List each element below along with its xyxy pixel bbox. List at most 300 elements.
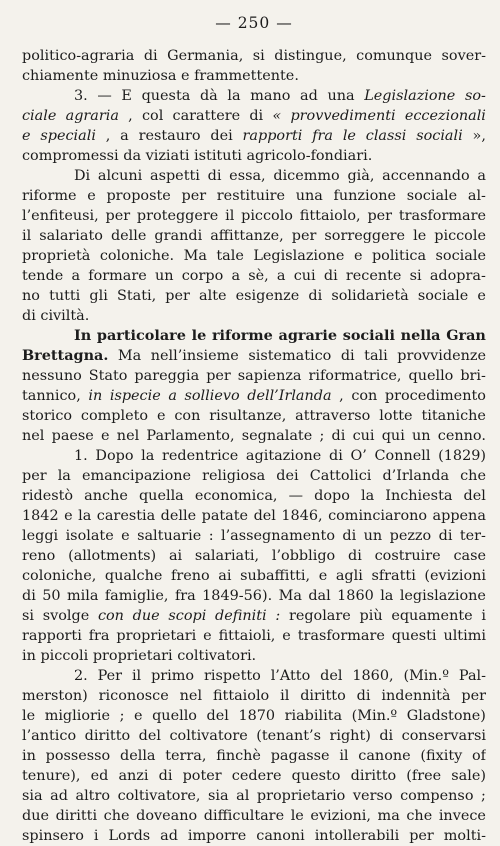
word: reno — [22, 548, 56, 564]
text-line — [22, 446, 486, 466]
word: tenure), — [22, 768, 81, 784]
word: di — [158, 768, 173, 784]
word: rispetto — [203, 668, 261, 684]
word: solidarietà — [331, 288, 409, 304]
word: ad — [50, 788, 68, 804]
word: regolare — [288, 608, 351, 624]
word: proprietari — [116, 628, 197, 644]
text-line — [22, 706, 486, 726]
word: proprietario — [256, 788, 346, 804]
word: questi — [391, 628, 437, 644]
word: : — [208, 528, 214, 544]
word: mila — [66, 588, 99, 604]
bold-word: In — [74, 327, 92, 344]
text-line — [22, 326, 486, 346]
word: al — [236, 788, 250, 804]
word: già, — [347, 168, 375, 184]
text-line — [22, 226, 486, 246]
word: saltuarie — [137, 528, 202, 544]
word: religiosa — [202, 468, 266, 484]
word: fittaiolo — [212, 688, 270, 704]
word: 1. — [74, 448, 88, 464]
word: a — [477, 168, 486, 184]
word: leggi — [22, 528, 59, 544]
text-line — [22, 786, 486, 806]
text-line — [22, 286, 486, 306]
word: al- — [467, 188, 486, 204]
italic-word: con — [97, 608, 124, 624]
word: ma — [377, 808, 400, 824]
text-line — [22, 206, 486, 226]
word: restituire — [216, 188, 286, 204]
word: terra, — [165, 748, 207, 764]
word: evizioni, — [310, 808, 371, 824]
word: la — [78, 508, 92, 524]
word: riconosce — [98, 688, 169, 704]
word: qui — [381, 428, 405, 444]
word: trasformare — [297, 628, 385, 644]
word: legislazione — [399, 588, 486, 604]
text-line — [22, 306, 486, 326]
word: 1860 — [337, 588, 374, 604]
italic-word: in — [88, 388, 103, 404]
word: le — [22, 708, 36, 724]
word: un — [155, 268, 174, 284]
word: le — [290, 808, 304, 824]
word: nell’insieme — [150, 348, 239, 364]
word: (Min.º — [351, 708, 398, 724]
word: di — [22, 588, 36, 604]
word: famiglie, — [104, 588, 169, 604]
text-run: chiamente minuziosa e frammettente. — [22, 68, 299, 84]
word: riforme — [22, 188, 77, 204]
italic-word: scopi — [168, 608, 207, 624]
word: trasformare — [398, 208, 486, 224]
word: di — [331, 428, 346, 444]
word: che — [460, 468, 486, 484]
text-run: in piccoli proprietari coltivatori. — [22, 648, 257, 664]
word: sfratti — [371, 568, 416, 584]
word: l’enfiteusi, — [22, 208, 99, 224]
word: dà — [199, 88, 218, 104]
word: proposte — [106, 188, 171, 204]
word: possesso — [45, 748, 111, 764]
word: di — [143, 48, 158, 64]
word: con — [174, 408, 201, 424]
word: finchè — [216, 748, 261, 764]
word: per — [461, 688, 486, 704]
word: delle — [110, 228, 147, 244]
text-line — [22, 546, 486, 566]
word: 50 — [42, 588, 61, 604]
word: la — [380, 588, 394, 604]
word: difficultare — [203, 808, 285, 824]
word: agitazione — [245, 448, 322, 464]
word: e — [87, 188, 96, 204]
word: il — [339, 748, 349, 764]
text-run: di civiltà. — [22, 308, 90, 324]
word: sè, — [248, 268, 269, 284]
word: un — [363, 528, 383, 544]
word: freno — [171, 568, 210, 584]
word: Germania, — [167, 48, 244, 64]
word: tali — [364, 348, 388, 364]
text-body — [22, 46, 486, 846]
word: corpo — [181, 268, 224, 284]
text-run: compromessi da viziati istituti agricolo-fondiari. — [22, 148, 373, 164]
word: migliorie — [44, 708, 111, 724]
word: con — [351, 388, 378, 404]
word: altro — [75, 788, 111, 804]
word: (1829) — [438, 448, 486, 464]
word: per — [367, 208, 393, 224]
word: coloniche, — [22, 568, 97, 584]
word: canone — [358, 748, 411, 764]
word: si — [22, 608, 34, 624]
word: quello — [408, 368, 454, 384]
word: col — [141, 108, 164, 124]
word: si — [409, 268, 422, 284]
word: Dopo — [95, 448, 134, 464]
word: completo — [80, 408, 149, 424]
word: di — [249, 108, 264, 124]
word: dei — [276, 468, 299, 484]
text-line — [22, 386, 486, 406]
word: poter — [182, 768, 222, 784]
word: affittanze, — [210, 228, 284, 244]
word: anzi — [118, 768, 149, 784]
word: proteggere — [136, 208, 219, 224]
word: ultimi — [443, 628, 486, 644]
word: di — [348, 548, 362, 564]
word: (evizioni — [424, 568, 486, 584]
bold-word: particolare — [96, 327, 186, 344]
text-line — [22, 806, 486, 826]
word: e — [134, 708, 143, 724]
word: sover- — [441, 48, 486, 64]
word: comunque — [356, 48, 433, 64]
word: per — [181, 188, 207, 204]
word: doveano — [136, 808, 198, 824]
word: il — [131, 668, 142, 684]
word: ai — [168, 548, 183, 564]
word: coloniche. — [99, 248, 175, 264]
italic-word: definiti — [215, 608, 267, 624]
bold-word: Gran — [446, 327, 486, 344]
text-line — [22, 686, 486, 706]
word: si — [252, 48, 265, 64]
word: di — [340, 348, 355, 364]
word: fittaioli, — [218, 628, 276, 644]
word: Connell — [374, 448, 431, 464]
text-line — [22, 426, 486, 446]
word: quello — [152, 708, 197, 724]
text-line — [22, 66, 486, 86]
word: tende — [22, 268, 64, 284]
word: e — [64, 508, 73, 524]
text-line — [22, 86, 486, 106]
word: — — [97, 88, 112, 104]
word: ; — [319, 428, 325, 444]
word: bri- — [460, 368, 486, 384]
word: e — [203, 628, 212, 644]
word: Legislazione — [253, 248, 345, 264]
word: pezzo — [389, 528, 432, 544]
text-line — [22, 626, 486, 646]
word: per — [291, 228, 317, 244]
word: e — [282, 628, 291, 644]
word: canoni — [256, 828, 305, 844]
word: due — [22, 808, 49, 824]
word: of — [472, 748, 486, 764]
word: che — [103, 808, 130, 824]
bold-word: nella — [400, 327, 441, 344]
word: della — [119, 748, 156, 764]
word: tutti — [49, 288, 81, 304]
word: sorreggere — [324, 228, 406, 244]
word: diritti — [55, 808, 98, 824]
italic-word: « — [272, 108, 282, 124]
word: svolge — [42, 608, 90, 624]
word: e — [353, 248, 363, 264]
word: nessuno — [22, 368, 82, 384]
bold-word: riforme — [211, 327, 273, 344]
word: Stati, — [116, 288, 157, 304]
word: dal — [308, 588, 331, 604]
word: per — [105, 208, 131, 224]
word: recente — [345, 268, 402, 284]
word: Stato — [88, 368, 128, 384]
word: sociale — [417, 288, 469, 304]
text-line — [22, 606, 486, 626]
word: verso — [352, 788, 393, 804]
word: Lords — [108, 828, 151, 844]
word: paese — [51, 428, 94, 444]
word: risultanze, — [209, 408, 287, 424]
word: agli — [335, 568, 363, 584]
word: mano — [250, 88, 291, 104]
word: politica — [371, 248, 427, 264]
word: Inchiesta — [385, 488, 453, 504]
word: e — [101, 428, 110, 444]
word: appena — [432, 508, 486, 524]
text-line — [22, 246, 486, 266]
text-line — [22, 146, 486, 166]
italic-word: a — [168, 388, 177, 404]
word: delle — [160, 508, 197, 524]
word: dei — [210, 128, 233, 144]
word: rapporti — [22, 628, 82, 644]
word: ed — [90, 768, 109, 784]
text-line — [22, 666, 486, 686]
italic-word: ciale — [22, 108, 57, 124]
word: cui — [293, 268, 316, 284]
word: carattere — [172, 108, 241, 124]
word: , — [128, 108, 133, 124]
word: cominciarono — [328, 508, 428, 524]
word: case — [453, 548, 486, 564]
italic-word: agraria — [65, 108, 119, 124]
word: che — [406, 808, 433, 824]
word: patate — [201, 508, 249, 524]
word: diritto — [84, 728, 131, 744]
word: spinsero — [22, 828, 84, 844]
word: sociale — [435, 248, 486, 264]
text-line — [22, 826, 486, 846]
word: dopo — [314, 488, 350, 504]
word: cui — [352, 428, 375, 444]
text-line — [22, 746, 486, 766]
word: ter- — [459, 528, 486, 544]
text-line — [22, 766, 486, 786]
text-line — [22, 466, 486, 486]
word: right) — [329, 728, 371, 744]
word: ad — [160, 828, 178, 844]
word: una — [295, 188, 323, 204]
word: ; — [481, 788, 486, 804]
word: questo — [291, 768, 341, 784]
word: Ma — [117, 348, 142, 364]
word: l’obbligo — [271, 548, 336, 564]
text-line — [22, 266, 486, 286]
word: riformatrice, — [308, 368, 402, 384]
word: il — [22, 228, 32, 244]
word: il — [225, 208, 235, 224]
word: , — [339, 388, 344, 404]
word: costruire — [374, 548, 441, 564]
word: 1849-56). — [202, 588, 273, 604]
word: ridestò — [22, 488, 74, 504]
word: (allotments) — [68, 548, 157, 564]
word: piccole — [434, 228, 486, 244]
italic-word: provvedimenti — [290, 108, 396, 124]
word: sia — [22, 788, 43, 804]
italic-word: due — [132, 608, 160, 624]
italic-word: so- — [464, 88, 486, 104]
word: segnalate — [241, 428, 313, 444]
word: aspetti — [150, 168, 200, 184]
word: un — [412, 428, 431, 444]
word: dicemmo — [273, 168, 340, 184]
word: sociale — [406, 188, 458, 204]
word: e — [477, 288, 486, 304]
word: — — [288, 488, 303, 504]
text-line — [22, 46, 486, 66]
word: grandi — [154, 228, 203, 244]
word: i — [481, 608, 486, 624]
text-line — [22, 526, 486, 546]
word: a — [120, 128, 129, 144]
word: e — [121, 528, 130, 544]
word: coltivatore, — [117, 788, 201, 804]
word: e — [318, 568, 328, 584]
word: (fixity — [420, 748, 463, 764]
word: di — [308, 288, 323, 304]
word: , — [105, 128, 111, 144]
word: i — [93, 828, 99, 844]
word: (tenant’s — [256, 728, 321, 744]
word: primo — [151, 668, 195, 684]
word: sapienza — [237, 368, 302, 384]
word: salariati, — [194, 548, 260, 564]
word: pareggia — [134, 368, 200, 384]
word: fra — [174, 588, 196, 604]
word: di — [438, 528, 453, 544]
word: cenno. — [437, 428, 486, 444]
word: più — [359, 608, 383, 624]
word: alcuni — [97, 168, 143, 184]
word: la — [57, 468, 71, 484]
word: 1842 — [22, 508, 59, 524]
bold-word: sociali — [342, 327, 395, 344]
text-line — [22, 726, 486, 746]
word: sia — [207, 788, 229, 804]
word: Pal- — [458, 668, 486, 684]
word: attraverso — [295, 408, 371, 424]
word: per — [22, 468, 47, 484]
text-line — [22, 406, 486, 426]
word: O’ — [350, 448, 367, 464]
word: una — [327, 88, 355, 104]
word: storico — [22, 408, 73, 424]
word: d’Irlanda — [382, 468, 450, 484]
word: accennando — [382, 168, 470, 184]
word: di — [356, 688, 371, 704]
italic-word: sociali — [416, 128, 463, 144]
word: », — [472, 128, 486, 144]
word: fra — [88, 628, 110, 644]
word: a — [71, 268, 81, 284]
word: indennità — [381, 688, 451, 704]
word: diritto — [350, 768, 397, 784]
word: E — [121, 88, 132, 104]
word: emancipazione — [81, 468, 192, 484]
word: e — [156, 408, 166, 424]
word: di — [328, 448, 343, 464]
word: in — [22, 748, 36, 764]
word: tannico, — [22, 388, 81, 404]
italic-word: ispecie — [109, 388, 161, 404]
word: tale — [216, 248, 244, 264]
word: no — [22, 288, 40, 304]
word: la — [141, 448, 155, 464]
word: Gladstone) — [406, 708, 486, 724]
text-line — [22, 346, 486, 366]
word: proprietà — [22, 248, 91, 264]
word: l’assegnamento — [221, 528, 335, 544]
page-number: — 250 — — [215, 14, 293, 32]
text-line — [22, 126, 486, 146]
text-line — [22, 486, 486, 506]
word: piccolo — [241, 208, 293, 224]
word: economica, — [194, 488, 278, 504]
bold-word: le — [191, 327, 207, 344]
word: il — [280, 688, 290, 704]
word: 1860, — [352, 668, 394, 684]
word: per — [165, 288, 190, 304]
word: riabilita — [284, 708, 343, 724]
word: l’antico — [22, 728, 77, 744]
word: nel — [116, 428, 140, 444]
word: del — [138, 728, 161, 744]
word: carestia — [96, 508, 156, 524]
bold-word: Brettagna. — [22, 347, 109, 364]
word: diritto — [300, 688, 346, 704]
word: imporre — [187, 828, 247, 844]
word: subaffitti, — [240, 568, 311, 584]
word: equamente — [391, 608, 473, 624]
word: di — [379, 728, 394, 744]
